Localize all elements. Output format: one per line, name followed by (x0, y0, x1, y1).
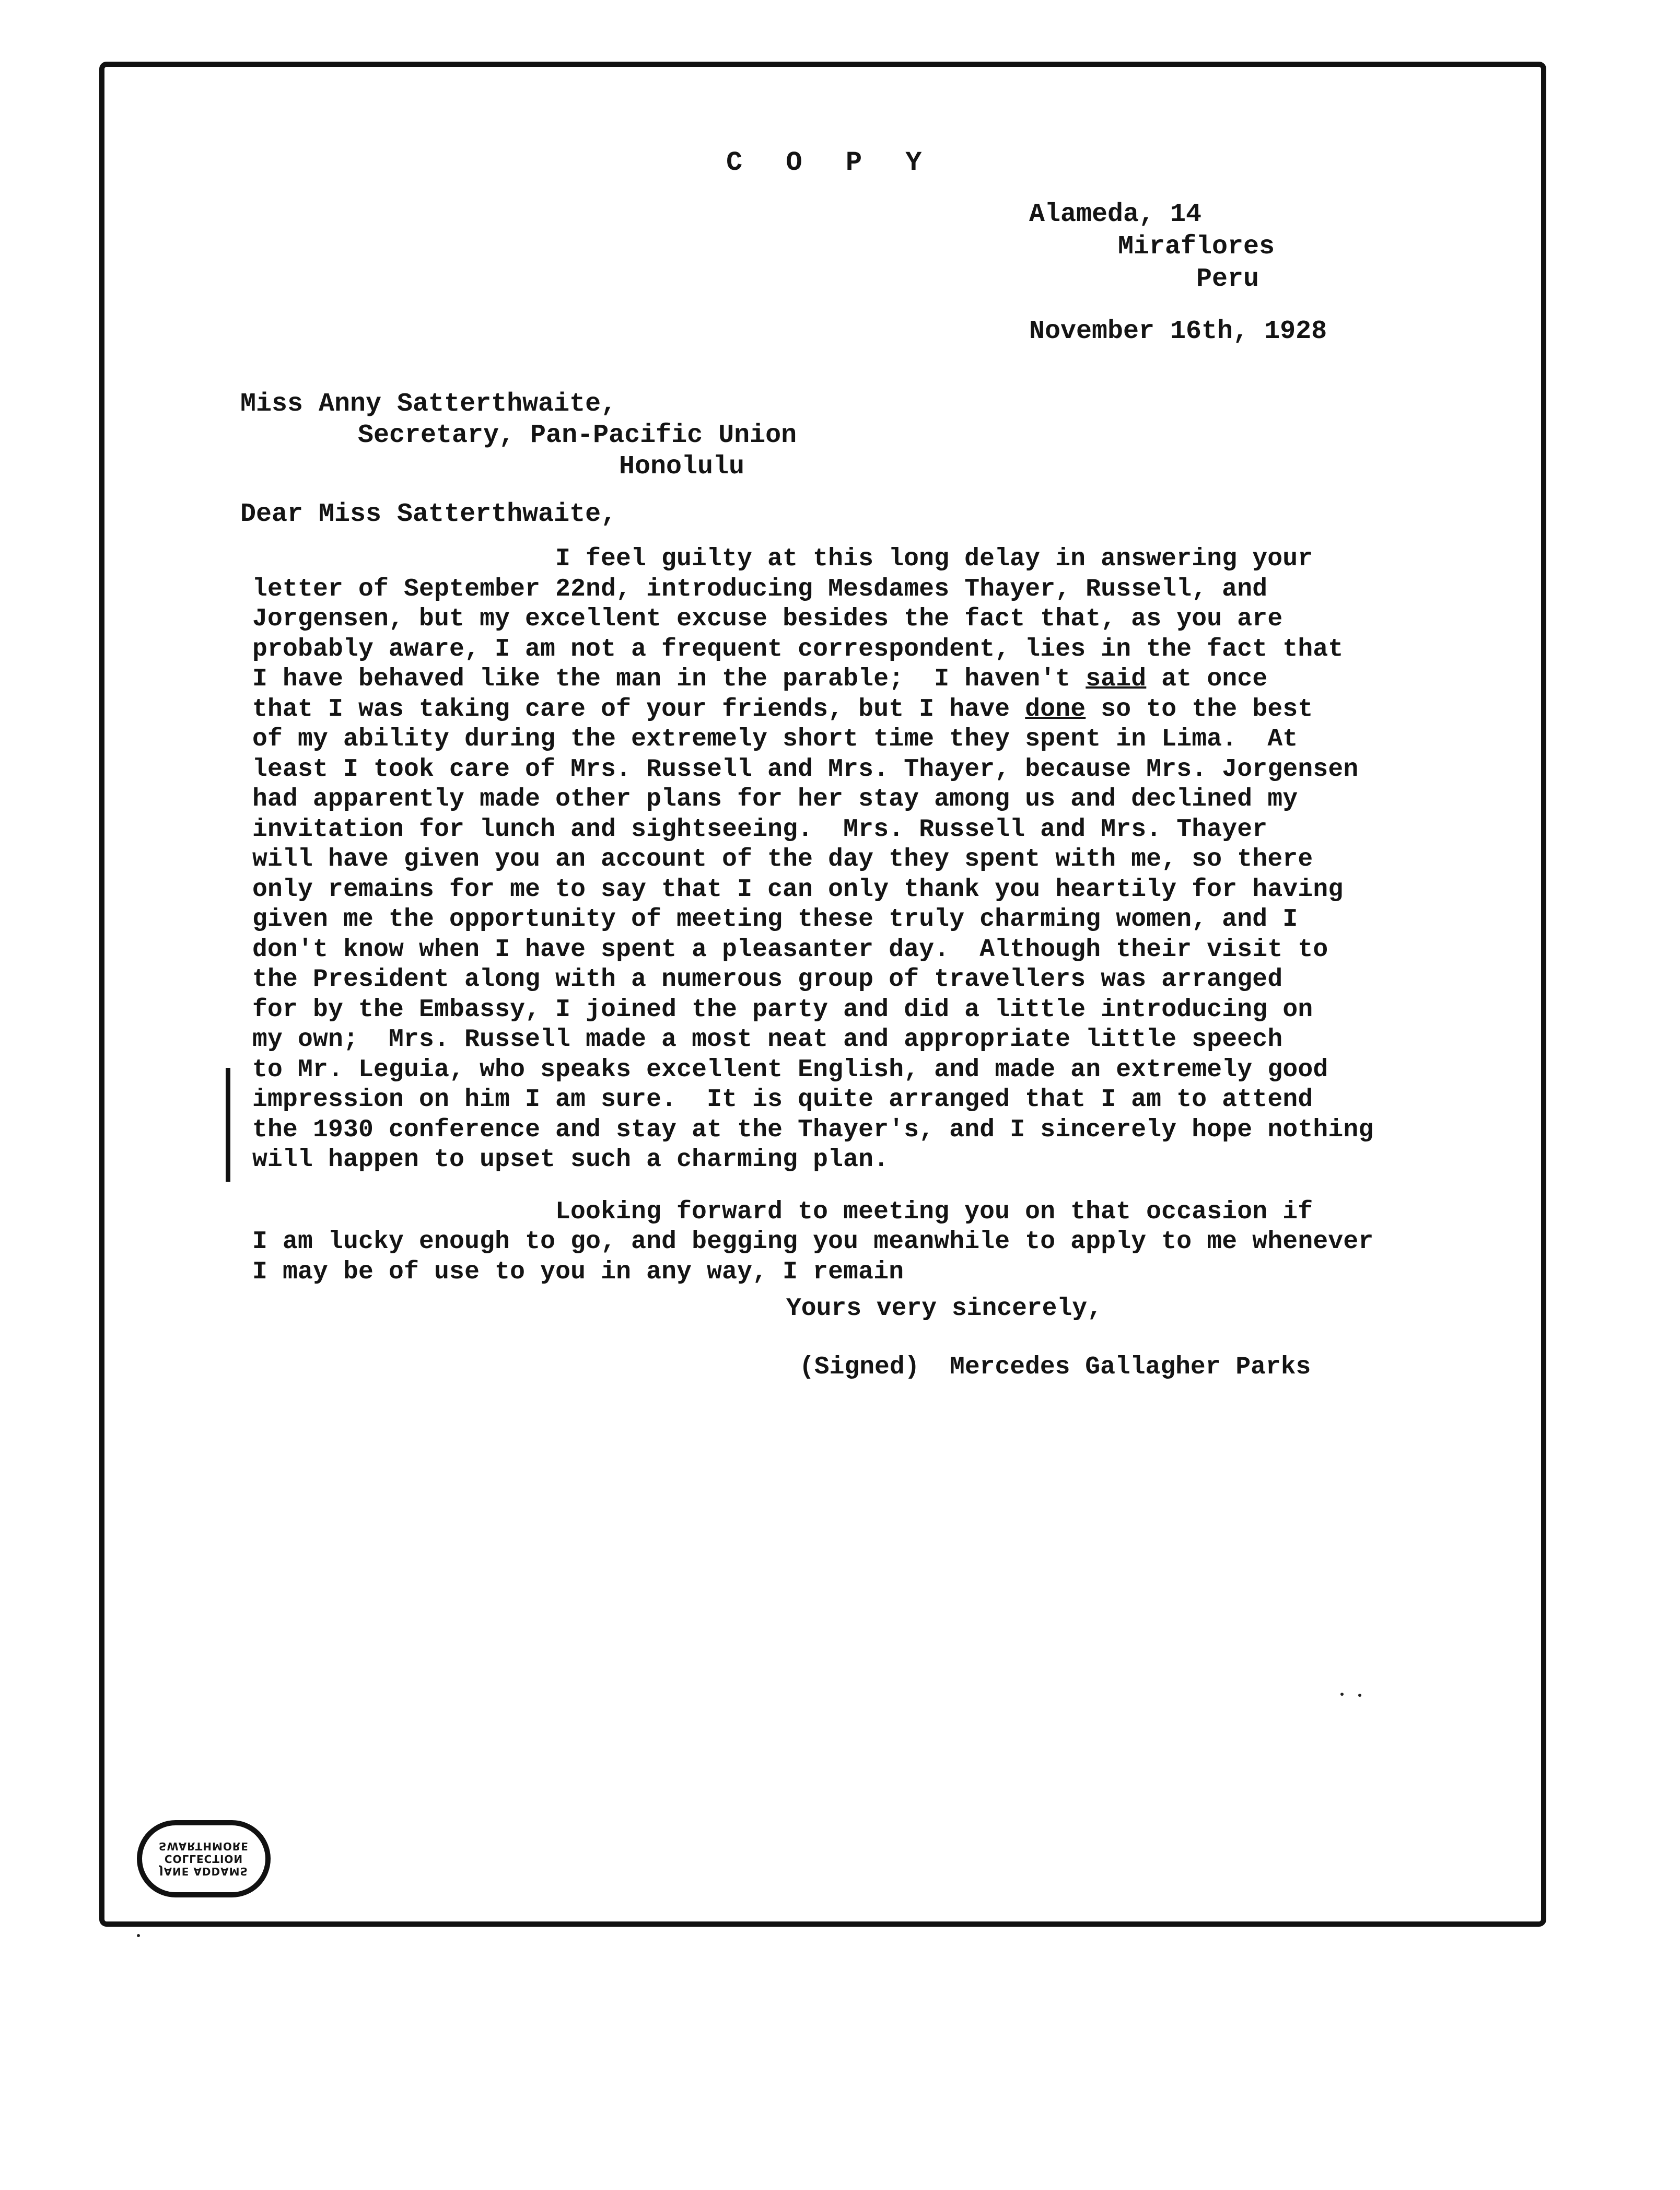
recipient-city: Honolulu (619, 452, 745, 482)
body-line: invitation for lunch and sightseeing. Mrs. Russell and Mrs. Thayer (252, 815, 1268, 844)
body-line: had apparently made other plans for her stay among us and declined my (252, 785, 1298, 813)
address-country: Peru (1196, 264, 1259, 294)
scan-speck (137, 1934, 140, 1937)
body-line: I feel guilty at this long delay in answering your (555, 545, 1313, 573)
body-line: probably aware, I am not a frequent correspondent, lies in the fact that (252, 635, 1344, 663)
signature-line: (Signed) Mercedes Gallagher Parks (799, 1353, 1311, 1381)
body-line: will have given you an account of the day they spent with me, so there (252, 845, 1313, 873)
body-line: given me the opportunity of meeting these truly charming women, and I (252, 905, 1298, 934)
body-line: letter of September 22nd, introducing Mesdames Thayer, Russell, and (252, 575, 1268, 603)
stamp-line: JANE ADDAMS (159, 1865, 248, 1878)
body-line (252, 665, 1373, 695)
body-line: my own; Mrs. Russell made a most neat and appropriate little speech (252, 1026, 1283, 1054)
collection-stamp (137, 1820, 271, 1897)
recipient-block (240, 389, 797, 483)
letter-date: November 16th, 1928 (1029, 317, 1327, 346)
body-line: will happen to upset such a charming plan. (252, 1146, 889, 1174)
margin-mark (226, 1068, 230, 1182)
stamp-line: COLLECTION (164, 1853, 243, 1865)
body-line: impression on him I am sure. It is quite arranged that I am to attend (252, 1086, 1313, 1114)
body-line: the President along with a numerous group of travellers was arranged (252, 965, 1283, 994)
underlined-word: said (1086, 665, 1147, 693)
body-line: of my ability during the extremely short time they spent in Lima. At (252, 725, 1298, 753)
paragraph-gap (252, 1175, 1373, 1197)
copy-heading: C O P Y (726, 147, 936, 178)
body-line: I am lucky enough to go, and begging you meanwhile to apply to me whenever (252, 1228, 1374, 1256)
scan-speck (1340, 1693, 1344, 1696)
address-district: Miraflores (1118, 232, 1275, 262)
body-text: that I was taking care of your friends, but I have (252, 695, 1025, 724)
body-line: least I took care of Mrs. Russell and Mrs. Thayer, because Mrs. Jorgensen (252, 755, 1359, 784)
body-line: to Mr. Leguia, who speaks excellent English, and made an extremely good (252, 1055, 1328, 1084)
body-line: only remains for me to say that I can only thank you heartily for having (252, 875, 1344, 904)
body-text: at once (1146, 665, 1268, 693)
closing-phrase: Yours very sincerely, (786, 1295, 1102, 1323)
letter-body (252, 544, 1373, 1287)
body-line: don't know when I have spent a pleasanter day. Although their visit to (252, 935, 1328, 964)
sender-address (1029, 199, 1275, 296)
address-street: Alameda, 14 (1029, 200, 1202, 229)
body-text: so to the best (1086, 695, 1313, 724)
body-line: Jorgensen, but my excellent excuse besides the fact that, as you are (252, 605, 1283, 633)
body-line: Looking forward to meeting you on that occasion if (555, 1197, 1313, 1226)
stamp-line: SWARTHMORE (159, 1840, 249, 1853)
body-line: I may be of use to you in any way, I remain (252, 1257, 904, 1286)
recipient-title: Secretary, Pan-Pacific Union (358, 421, 797, 450)
scan-speck (1358, 1694, 1361, 1697)
body-line: the 1930 conference and stay at the Thayer's, and I sincerely hope nothing (252, 1115, 1374, 1144)
body-text: I have behaved like the man in the parable; I haven't (252, 665, 1086, 693)
body-line (252, 695, 1373, 725)
underlined-word: done (1025, 695, 1086, 724)
salutation: Dear Miss Satterthwaite, (240, 499, 617, 529)
recipient-name: Miss Anny Satterthwaite, (240, 389, 617, 419)
body-line: for by the Embassy, I joined the party and did a little introducing on (252, 995, 1313, 1024)
